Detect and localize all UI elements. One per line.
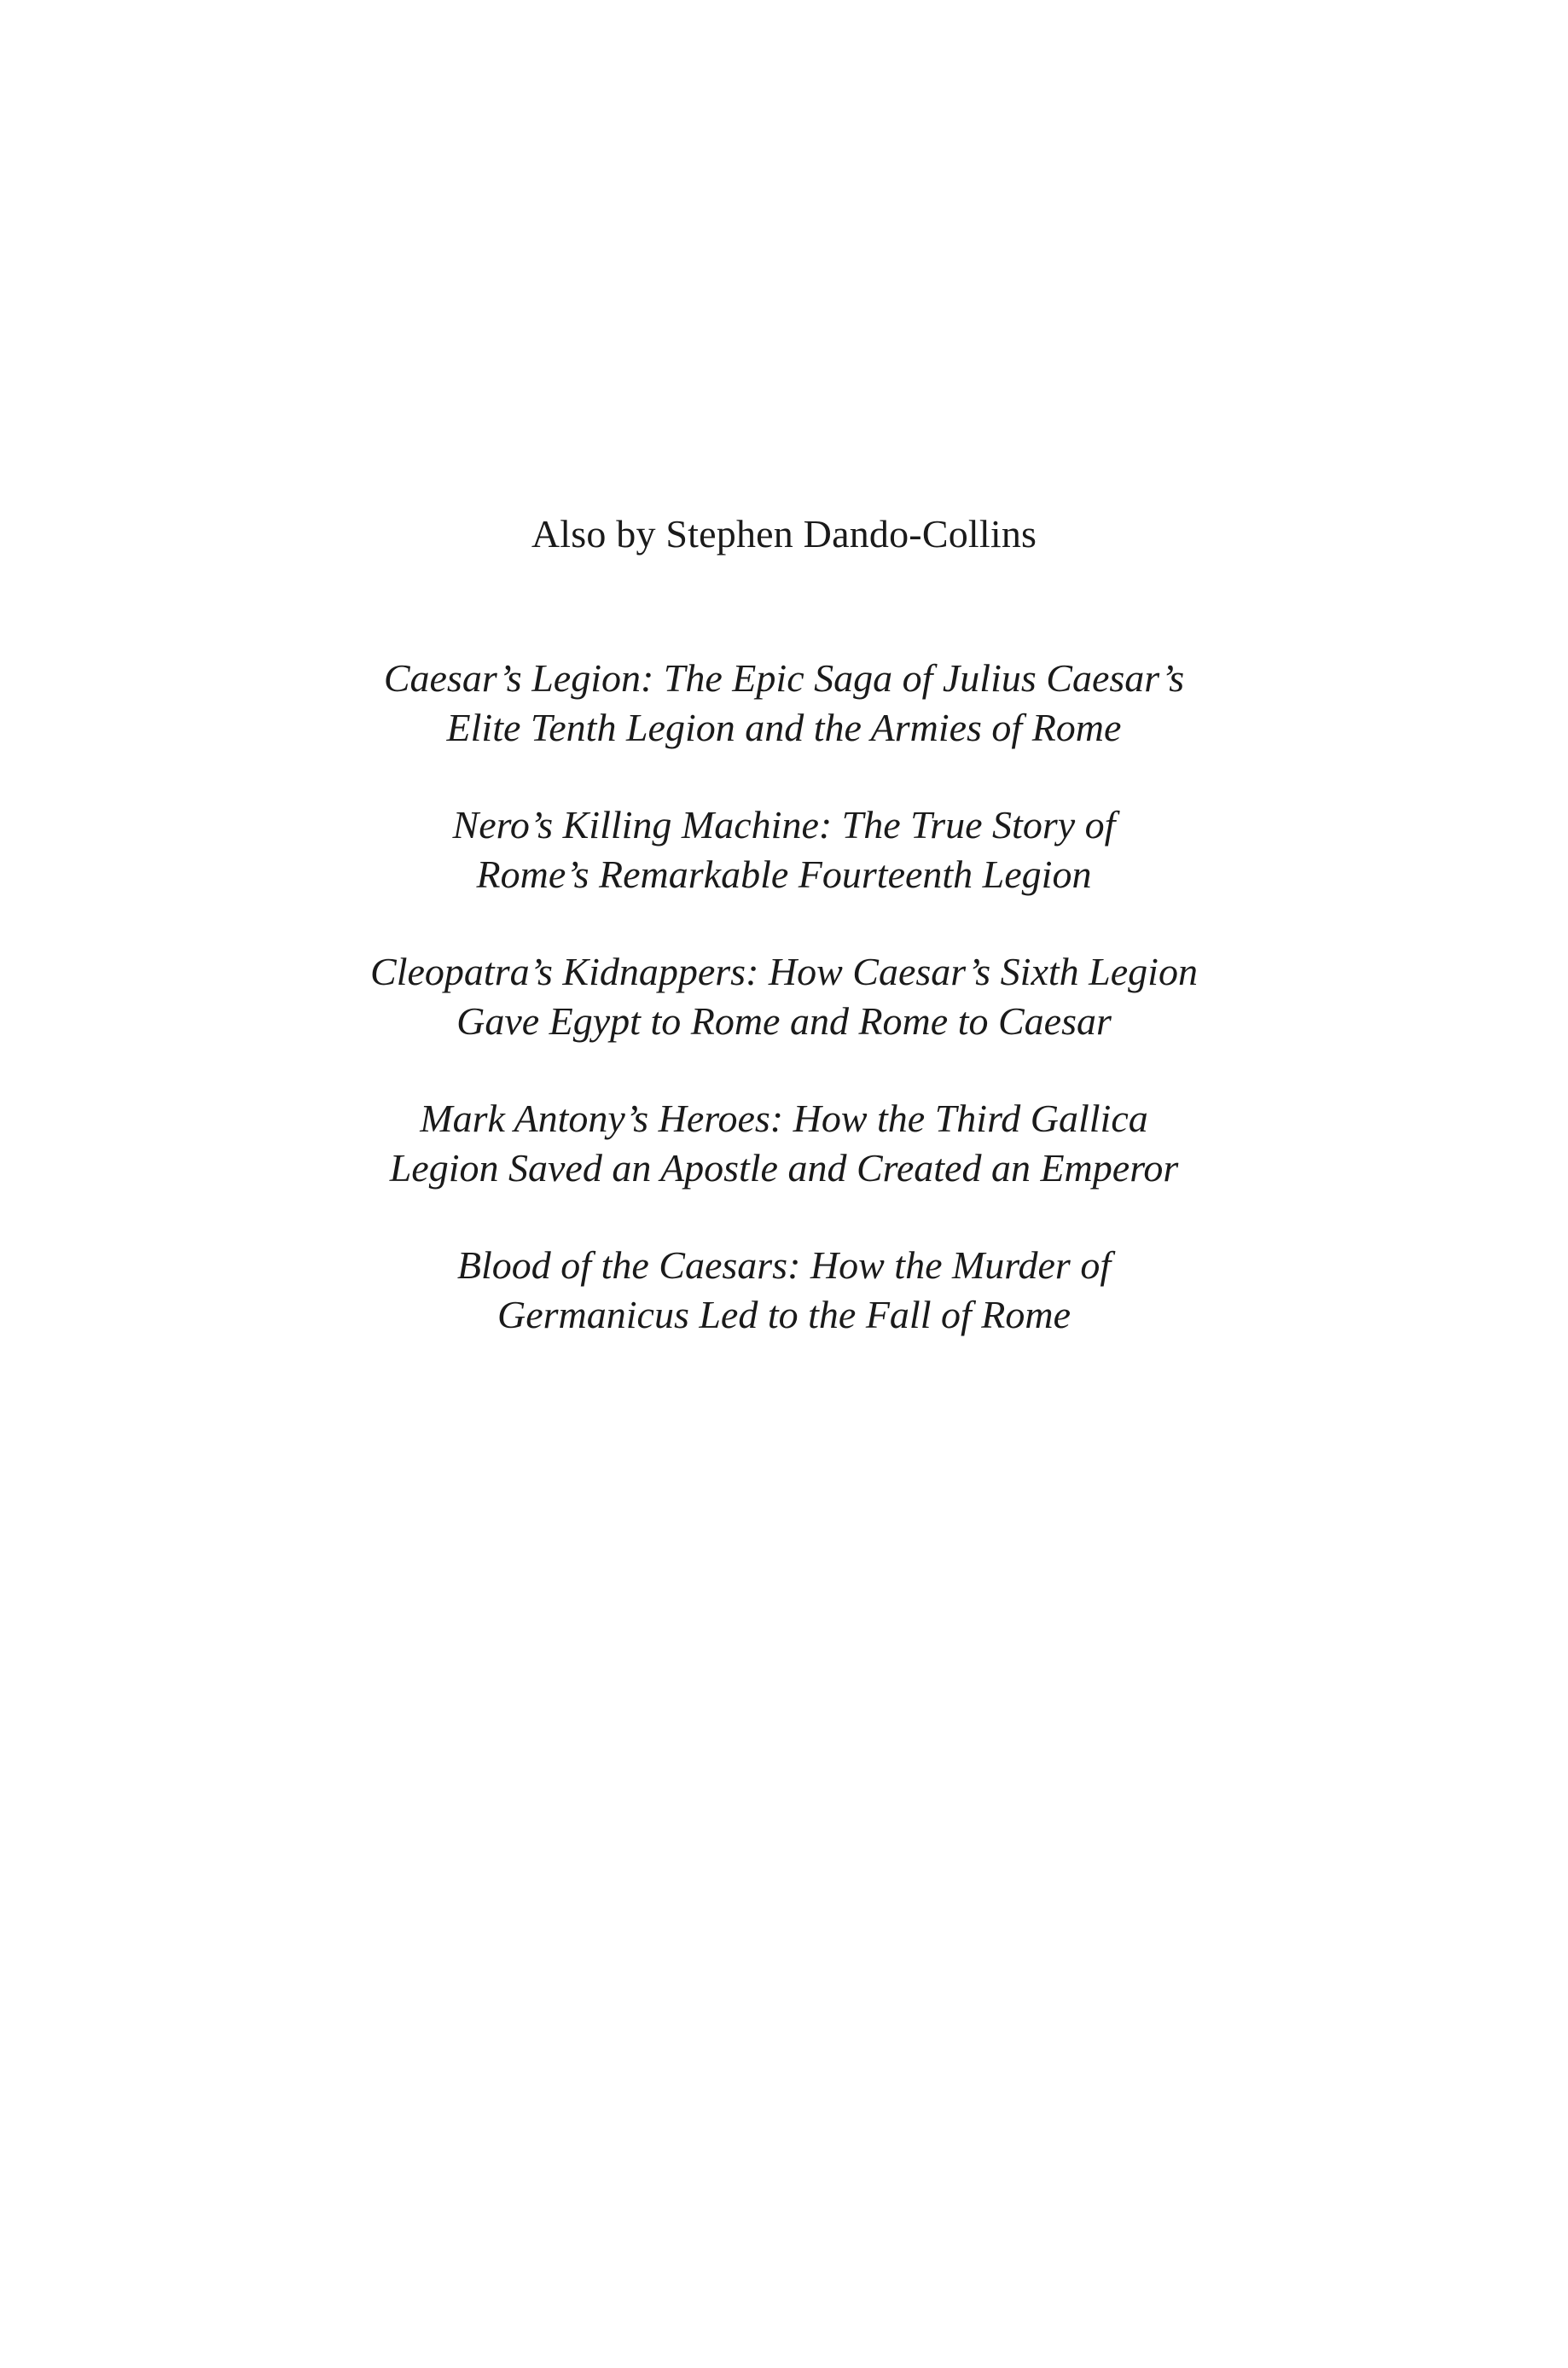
book-title-line: Gave Egypt to Rome and Rome to Caesar: [456, 999, 1112, 1043]
book-title-line: Nero’s Killing Machine: The True Story of: [452, 803, 1116, 847]
book-title: [0, 1094, 1568, 1193]
book-title: [0, 800, 1568, 899]
book-title-line: Rome’s Remarkable Fourteenth Legion: [476, 852, 1092, 896]
book-title-line: Mark Antony’s Heroes: How the Third Gallica: [420, 1097, 1148, 1140]
book-title-line: Cleopatra’s Kidnappers: How Caesar’s Sixth Legion: [370, 950, 1198, 993]
also-by-heading: Also by Stephen Dando-Collins: [531, 512, 1037, 556]
book-title-line: Elite Tenth Legion and the Armies of Rome: [446, 706, 1122, 749]
book-title-line: Legion Saved an Apostle and Created an Emperor: [389, 1146, 1179, 1190]
book-title: [0, 654, 1568, 753]
book-list: [0, 654, 1568, 1388]
book-title-line: Blood of the Caesars: How the Murder of: [456, 1243, 1112, 1287]
book-title: [0, 1241, 1568, 1340]
book-title-line: Caesar’s Legion: The Epic Saga of Julius Caesar’s: [383, 656, 1185, 700]
book-title: [0, 947, 1568, 1046]
book-title-line: Germanicus Led to the Fall of Rome: [497, 1293, 1071, 1336]
